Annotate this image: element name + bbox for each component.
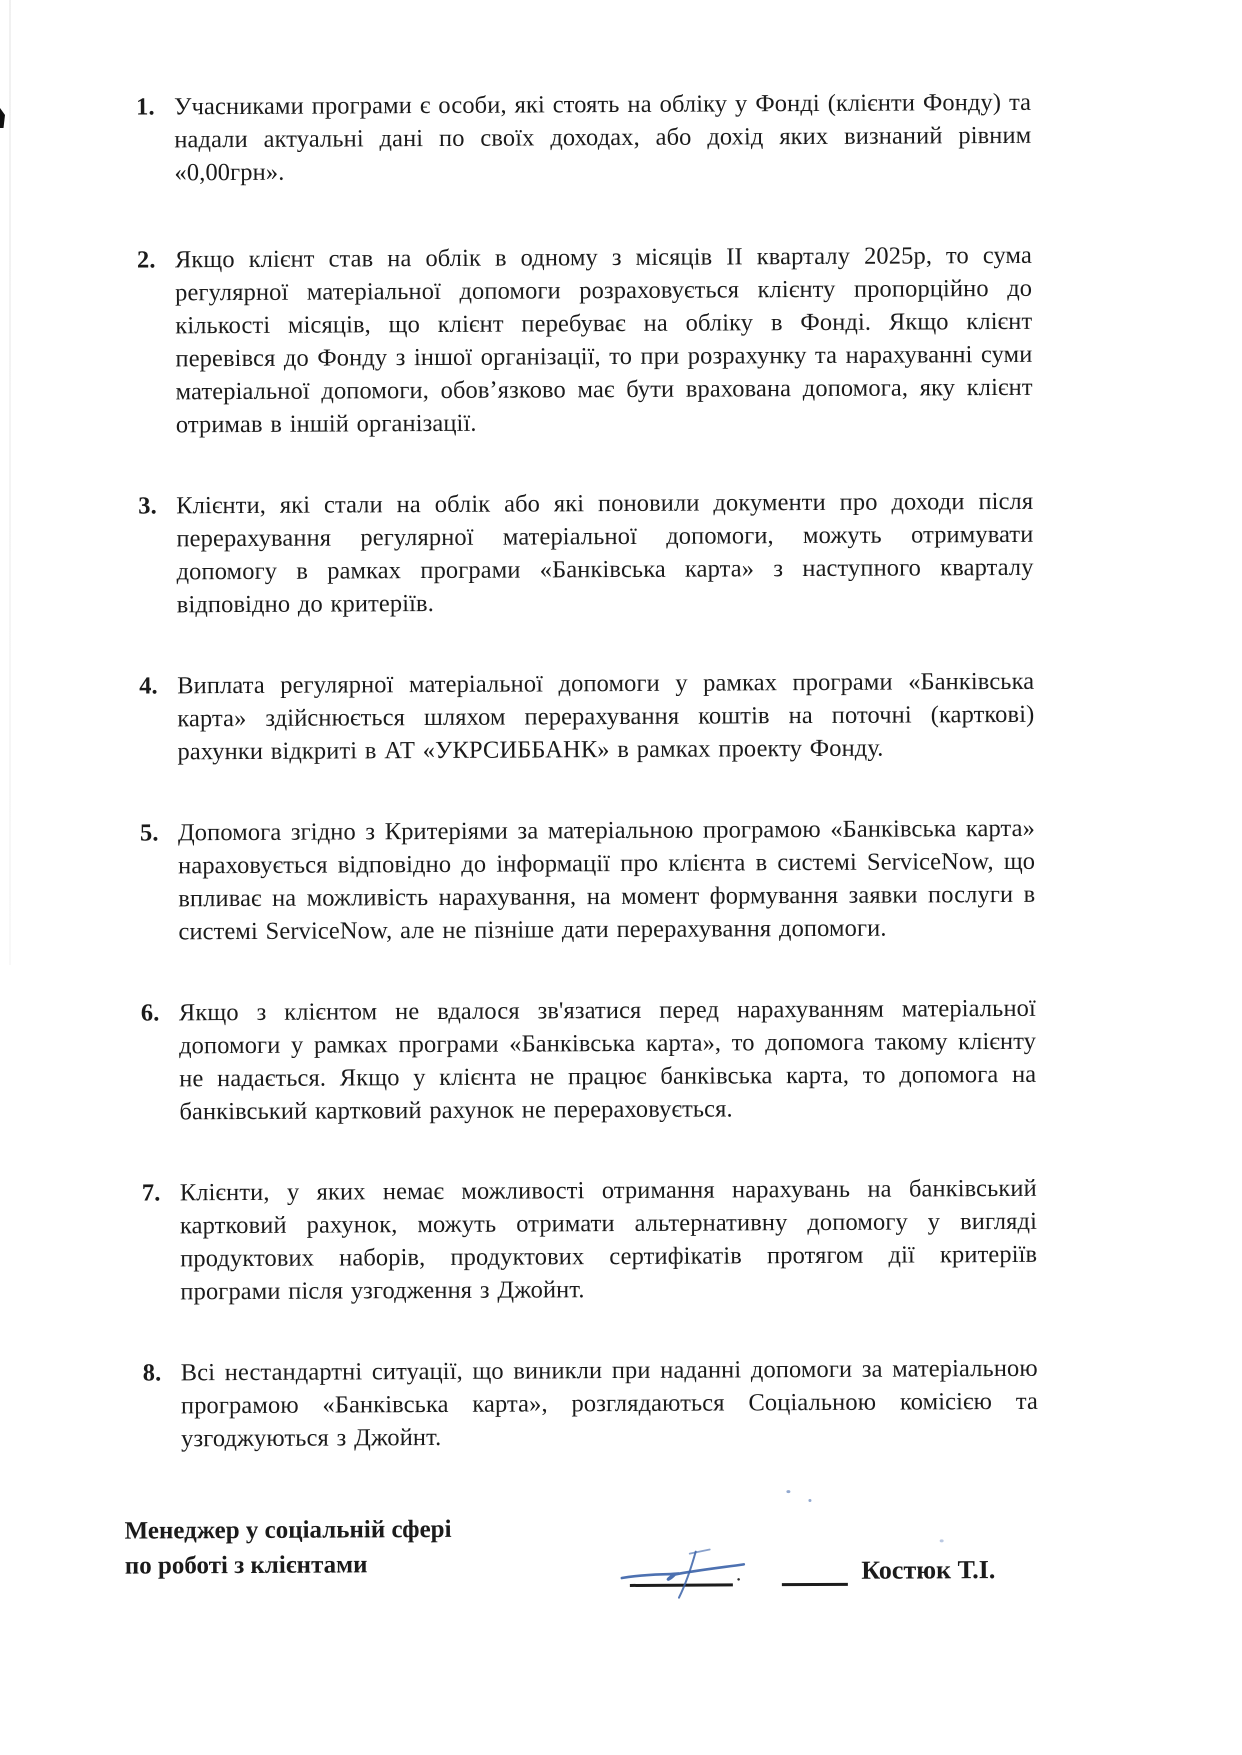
item-number: 8. (142, 1359, 162, 1387)
signature-line (781, 1557, 847, 1586)
role-title-line2: по роботі з клієнтами (124, 1551, 368, 1580)
item-text: Учасниками програми є особи, які стоять на обліку у Фонді (клієнти Фонду) та надали актуальні дані по своїх доходах, або дохід яких визнаний рівним «0,00грн». (174, 88, 1032, 187)
item-text: Якщо з клієнтом не вдалося зв'язатися перед нарахуванням матеріальної допомоги у рамках програми «Банківська карта», то допомога такому клієнту не надається. Якщо у клієнта не працює банківська карта, то допомога на банківський картковий рахунок не перераховується. (178, 994, 1037, 1126)
list-item (139, 665, 1035, 769)
role-title-line1: Менеджер у соціальній сфері (124, 1515, 452, 1545)
item-number: 3. (138, 492, 157, 520)
item-text: Клієнти, у яких немає можливості отримання нарахувань на банківський картковий рахунок, можуть отримати альтернативну допомогу у вигляді продуктових наборів, продуктових сертифікатів протягом дії критеріїв програми після узгодження з Джойнт. (179, 1174, 1038, 1306)
signature-area (630, 1551, 996, 1587)
list-item (141, 992, 1037, 1129)
item-text: Всі нестандартні ситуації, що виникли при наданні допомоги за матеріальною програмою «Банківська карта», розглядаються Соціальною комісією та узгоджуються з Джойнт. (180, 1354, 1038, 1453)
item-number: 1. (136, 93, 155, 121)
ink-dot: . (735, 1560, 742, 1586)
ink-speck (940, 1539, 944, 1542)
list-item (137, 239, 1033, 442)
signature-block (125, 1509, 1040, 1634)
handwritten-signature-ink (618, 1531, 758, 1602)
signatory-name: Костюк Т.І. (861, 1555, 996, 1585)
ink-speck (808, 1499, 811, 1502)
item-text: Допомога згідно з Критеріями за матеріальною програмою «Банківська карта» нараховується відповідно до інформації про клієнта в системі ServiceNow, що впливає на можливість нарахування, на момент формування заявки послуги в системі ServiceNow, але не пізніше дати перерахування допомоги. (177, 814, 1036, 946)
list-item (142, 1172, 1038, 1309)
list-item (143, 1352, 1039, 1456)
list-item (138, 485, 1034, 622)
item-number: 7. (141, 1179, 161, 1207)
item-number: 2. (136, 246, 156, 274)
ink-speck (786, 1490, 790, 1493)
signature-line (630, 1557, 733, 1587)
list-item (136, 86, 1032, 190)
item-text: Виплата регулярної матеріальної допомоги у рамках програми «Банківська карта» здійснюється шляхом перерахування коштів на поточні (карткові) рахунки відкриті в АТ «УКРСИББАНК» в рамках проекту Фонду. (177, 667, 1035, 766)
item-number: 6. (140, 999, 160, 1027)
item-text: Клієнти, які стали на облік або які поновили документи про доходи після перерахування регулярної матеріальної допомоги, можуть отримувати допомогу в рамках програми «Банківська карта» з наступного кварталу відповідно до критеріїв. (176, 487, 1034, 619)
item-number: 4. (139, 672, 158, 700)
item-text: Якщо клієнт став на облік в одному з місяців II кварталу 2025р, то сума регулярної матеріальної допомоги розраховується клієнту пропорційно до кількості місяців, що клієнт перебуває на обліку в Фонді. Якщо клієнт перевівся до Фонду з іншої організації, то при розрахунку та нарахуванні суми матеріальної допомоги, обов’язково має бути врахована допомога, яку клієнт отримав в іншій організації. (174, 241, 1033, 439)
item-number: 5. (139, 819, 159, 847)
list-item (140, 812, 1036, 949)
